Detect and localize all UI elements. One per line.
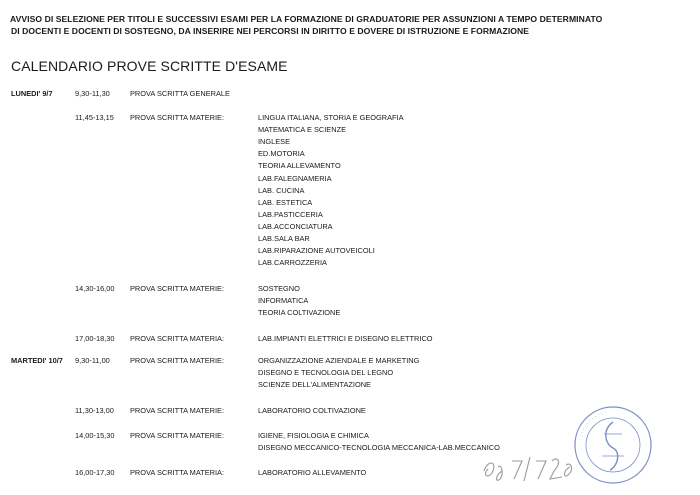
- subject-item: LAB. ESTETICA: [258, 197, 313, 207]
- time-slot: 9,30-11,00: [75, 356, 110, 365]
- day-label: MARTEDI' 10/7: [11, 356, 63, 365]
- exam-type: PROVA SCRITTA MATERIE:: [130, 431, 225, 440]
- exam-type: PROVA SCRITTA MATERIE:: [130, 406, 225, 415]
- subject-item: LABORATORIO ALLEVAMENTO: [258, 468, 367, 477]
- svg-text:· · · · · · · · · · ·: · · · · · · · · · · ·: [578, 409, 607, 438]
- subject-item: INGLESE: [258, 137, 291, 147]
- subject-item: INFORMATICA: [258, 296, 309, 306]
- time-slot: 14,30-16,00: [75, 284, 115, 293]
- subject-item: LAB.RIPARAZIONE AUTOVEICOLI: [258, 246, 375, 256]
- subject-item: DISEGNO E TECNOLOGIA DEL LEGNO: [258, 368, 394, 378]
- official-stamp: [572, 404, 654, 486]
- subject-item: LAB.CARROZZERIA: [258, 258, 327, 268]
- subject-item: LAB. CUCINA: [258, 185, 305, 195]
- time-slot: 14,00-15,30: [75, 431, 115, 440]
- subject-item: IGIENE, FISIOLOGIA E CHIMICA: [258, 431, 369, 440]
- exam-type: PROVA SCRITTA MATERIA:: [130, 468, 225, 477]
- subject-item: SCIENZE DELL'ALIMENTAZIONE: [258, 380, 371, 390]
- subject-item: LABORATORIO COLTIVAZIONE: [258, 406, 366, 415]
- document-header: [10, 13, 695, 37]
- time-slot: 11,30-13,00: [75, 406, 114, 415]
- page-title: CALENDARIO PROVE SCRITTE D'ESAME: [11, 58, 288, 74]
- subject-item: LAB.FALEGNAMERIA: [258, 173, 332, 183]
- time-slot: 16,00-17,30: [75, 468, 115, 477]
- time-slot: 9,30-11,30: [75, 89, 110, 98]
- subject-item: ED.MOTORIA: [258, 149, 305, 159]
- subject-item: LAB.IMPIANTI ELETTRICI E DISEGNO ELETTRICO: [258, 334, 433, 343]
- time-slot: 11,45-13,15: [75, 113, 114, 122]
- exam-type: PROVA SCRITTA MATERIE:: [130, 113, 225, 122]
- subject-item: MATEMATICA E SCIENZE: [258, 125, 347, 135]
- time-slot: 17,00-18,30: [75, 334, 115, 343]
- handwritten-signature: [478, 445, 578, 485]
- subject-item: ORGANIZZAZIONE AZIENDALE E MARKETING: [258, 356, 420, 365]
- subject-item: TEORIA COLTIVAZIONE: [258, 308, 341, 318]
- subject-item: DISEGNO MECCANICO-TECNOLOGIA MECCANICA-LAB.MECCANICO: [258, 443, 500, 453]
- header-line-2: DI DOCENTI E DOCENTI DI SOSTEGNO, DA INSERIRE NEI PERCORSI IN DIRITTO E DOVERE DI ISTRUZIONE E FORMAZIONE: [11, 26, 530, 36]
- exam-type: PROVA SCRITTA MATERIE:: [130, 284, 225, 293]
- exam-type: PROVA SCRITTA GENERALE: [130, 89, 230, 98]
- subject-item: LAB.PASTICCERIA: [258, 209, 323, 219]
- subject-item: LINGUA ITALIANA, STORIA E GEOGRAFIA: [258, 113, 404, 122]
- subject-item: LAB.SALA BAR: [258, 234, 310, 243]
- day-label: LUNEDI' 9/7: [11, 89, 53, 98]
- exam-type: PROVA SCRITTA MATERIA:: [130, 334, 225, 343]
- exam-type: PROVA SCRITTA MATERIE:: [130, 356, 225, 365]
- subject-item: LAB.ACCONCIATURA: [258, 221, 333, 231]
- subject-item: SOSTEGNO: [258, 284, 300, 293]
- header-line-1: AVVISO DI SELEZIONE PER TITOLI E SUCCESSIVI ESAMI PER LA FORMAZIONE DI GRADUATORIE PER ASSUNZIONI A TEMPO DETERMINATO: [10, 14, 603, 24]
- subject-item: TEORIA ALLEVAMENTO: [258, 161, 341, 171]
